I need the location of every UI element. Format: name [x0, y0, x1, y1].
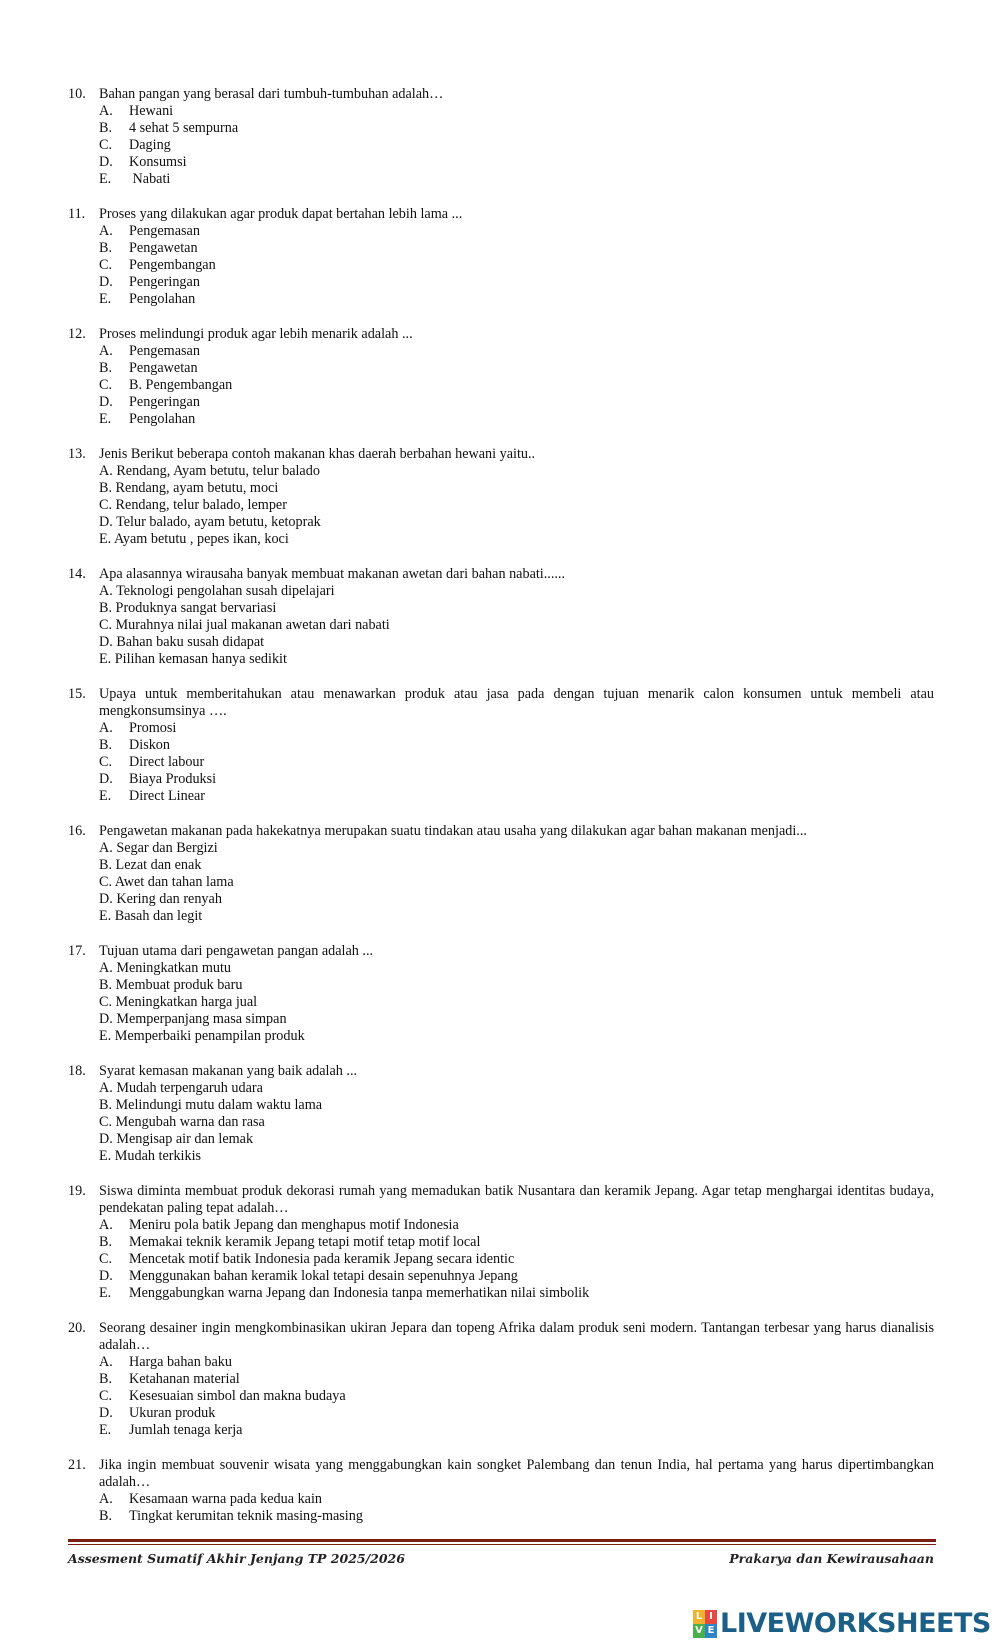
answer-option[interactable]	[99, 1011, 934, 1028]
option-letter: C.	[99, 1388, 113, 1404]
question-item	[68, 823, 934, 925]
question-item	[68, 686, 934, 805]
option-text: E. Mudah terkikis	[99, 1148, 202, 1164]
logo-letter: I	[705, 1610, 717, 1624]
option-letter: B.	[99, 1371, 113, 1387]
option-letter: D.	[99, 394, 113, 410]
answer-option[interactable]	[99, 1097, 934, 1114]
answer-option[interactable]	[99, 737, 934, 754]
answer-option[interactable]	[99, 531, 934, 548]
answer-option[interactable]	[99, 1234, 934, 1251]
question-number: 13.	[68, 446, 86, 462]
option-letter: C.	[99, 257, 113, 273]
footer-subject: Prakarya dan Kewirausahaan	[729, 1551, 934, 1566]
answer-option[interactable]	[99, 771, 934, 788]
option-text: C. Awet dan tahan lama	[99, 874, 234, 890]
option-letter: A.	[99, 343, 113, 359]
question-item	[68, 1320, 934, 1439]
option-text: D. Bahan baku susah didapat	[99, 634, 265, 650]
option-text: A. Mudah terpengaruh udara	[99, 1080, 263, 1096]
option-letter: C.	[99, 1251, 113, 1267]
option-text: Pengolahan	[129, 411, 196, 427]
answer-option[interactable]	[99, 377, 934, 394]
option-text: Promosi	[129, 720, 177, 736]
option-text: Direct Linear	[129, 788, 206, 804]
option-letter: B.	[99, 1234, 113, 1250]
question-item	[68, 206, 934, 308]
answer-option[interactable]	[99, 874, 934, 891]
answer-option[interactable]	[99, 600, 934, 617]
option-text: Nabati	[129, 171, 171, 187]
question-stem: Seorang desainer ingin mengkombinasikan ukiran Jepara dan topeng Afrika dalam produk seni modern. Tantangan terbesar yang harus dianalisis adalah…	[99, 1320, 934, 1353]
answer-option[interactable]	[99, 257, 934, 274]
option-text: C. Meningkatkan harga jual	[99, 994, 258, 1010]
option-text: B. Membuat produk baru	[99, 977, 243, 993]
option-text: C. Mengubah warna dan rasa	[99, 1114, 265, 1130]
option-letter: C.	[99, 137, 113, 153]
option-text: C. Rendang, telur balado, lemper	[99, 497, 287, 513]
option-text: Ukuran produk	[129, 1405, 216, 1421]
option-text: E. Memperbaiki penampilan produk	[99, 1028, 305, 1044]
liveworksheets-logo-icon	[693, 1610, 717, 1638]
question-item	[68, 566, 934, 668]
answer-option[interactable]	[99, 103, 934, 120]
option-text: D. Mengisap air dan lemak	[99, 1131, 254, 1147]
option-letter: A.	[99, 720, 113, 736]
question-item	[68, 86, 934, 188]
question-item	[68, 1457, 934, 1525]
answer-option[interactable]	[99, 1114, 934, 1131]
answer-option[interactable]	[99, 1491, 934, 1508]
question-list	[68, 86, 934, 1543]
option-text: Menggunakan bahan keramik lokal tetapi desain sepenuhnya Jepang	[129, 1268, 518, 1284]
answer-option[interactable]	[99, 171, 934, 188]
answer-option[interactable]	[99, 1251, 934, 1268]
brand-name: LIVEWORKSHEETS	[720, 1608, 991, 1639]
option-letter: B.	[99, 737, 113, 753]
question-number: 11.	[68, 206, 86, 222]
option-letter: D.	[99, 1268, 113, 1284]
option-letter: A.	[99, 103, 113, 119]
option-text: Pengeringan	[129, 274, 200, 290]
answer-option[interactable]	[99, 977, 934, 994]
question-item	[68, 1183, 934, 1302]
option-text: Pengembangan	[129, 257, 216, 273]
option-text: E. Ayam betutu , pepes ikan, koci	[99, 531, 289, 547]
answer-option[interactable]	[99, 634, 934, 651]
option-text: Pengawetan	[129, 240, 198, 256]
option-text: B. Pengembangan	[129, 377, 233, 393]
answer-option[interactable]	[99, 463, 934, 480]
option-text: Pengemasan	[129, 223, 200, 239]
option-letter: D.	[99, 1405, 113, 1421]
option-letter: A.	[99, 223, 113, 239]
option-text: Hewani	[129, 103, 174, 119]
question-stem: Jika ingin membuat souvenir wisata yang menggabungkan kain songket Palembang dan tenun India, hal pertama yang harus dipertimbangkan adalah…	[99, 1457, 934, 1490]
question-number: 18.	[68, 1063, 86, 1079]
logo-letter: E	[705, 1624, 717, 1638]
answer-option[interactable]	[99, 1268, 934, 1285]
question-stem: Apa alasannya wirausaha banyak membuat makanan awetan dari bahan nabati......	[99, 566, 566, 582]
option-letter: B.	[99, 1508, 113, 1524]
answer-option[interactable]	[99, 274, 934, 291]
option-text: Biaya Produksi	[129, 771, 217, 787]
answer-option[interactable]	[99, 291, 934, 308]
option-text: E. Basah dan legit	[99, 908, 203, 924]
question-item	[68, 1063, 934, 1165]
answer-option[interactable]	[99, 1354, 934, 1371]
question-number: 19.	[68, 1183, 86, 1199]
option-text: Memakai teknik keramik Jepang tetapi motif tetap motif local	[129, 1234, 481, 1250]
question-number: 10.	[68, 86, 86, 102]
option-text: Harga bahan baku	[129, 1354, 232, 1370]
option-text: Pengemasan	[129, 343, 200, 359]
answer-option[interactable]	[99, 497, 934, 514]
answer-option[interactable]	[99, 651, 934, 668]
question-number: 14.	[68, 566, 86, 582]
question-stem: Tujuan utama dari pengawetan pangan adalah ...	[99, 943, 374, 959]
answer-option[interactable]	[99, 120, 934, 137]
option-text: Pengawetan	[129, 360, 198, 376]
option-letter: E.	[99, 1422, 112, 1438]
question-item	[68, 446, 934, 548]
answer-option[interactable]	[99, 223, 934, 240]
question-number: 16.	[68, 823, 86, 839]
logo-letter: V	[693, 1624, 705, 1638]
question-stem: Proses yang dilakukan agar produk dapat bertahan lebih lama ...	[99, 206, 463, 222]
answer-option[interactable]	[99, 1388, 934, 1405]
option-text: Daging	[129, 137, 171, 153]
option-text: C. Murahnya nilai jual makanan awetan dari nabati	[99, 617, 390, 633]
option-letter: E.	[99, 788, 112, 804]
option-letter: D.	[99, 771, 113, 787]
footer-rule-thin	[68, 1544, 936, 1545]
option-letter: E.	[99, 171, 112, 187]
option-text: A. Teknologi pengolahan susah dipelajari	[99, 583, 335, 599]
answer-option[interactable]	[99, 840, 934, 857]
question-item	[68, 326, 934, 428]
option-text: D. Kering dan renyah	[99, 891, 222, 907]
option-text: Diskon	[129, 737, 170, 753]
option-text: Pengolahan	[129, 291, 196, 307]
answer-option[interactable]	[99, 908, 934, 925]
option-letter: A.	[99, 1217, 113, 1233]
question-number: 20.	[68, 1320, 86, 1336]
option-text: B. Produknya sangat bervariasi	[99, 600, 277, 616]
option-text: Mencetak motif batik Indonesia pada keramik Jepang secara identic	[129, 1251, 515, 1267]
question-stem: Pengawetan makanan pada hakekatnya merupakan suatu tindakan atau usaha yang dilakukan agar bahan makanan menjadi...	[99, 823, 807, 839]
question-number: 15.	[68, 686, 86, 702]
answer-option[interactable]	[99, 754, 934, 771]
option-text: Tingkat kerumitan teknik masing-masing	[129, 1508, 363, 1524]
question-stem: Bahan pangan yang berasal dari tumbuh-tumbuhan adalah…	[99, 86, 444, 102]
answer-option[interactable]	[99, 394, 934, 411]
option-text: A. Rendang, Ayam betutu, telur balado	[99, 463, 320, 479]
answer-option[interactable]	[99, 240, 934, 257]
answer-option[interactable]	[99, 1508, 934, 1525]
answer-option[interactable]	[99, 154, 934, 171]
option-letter: D.	[99, 154, 113, 170]
option-text: Meniru pola batik Jepang dan menghapus motif Indonesia	[129, 1217, 459, 1233]
option-letter: B.	[99, 360, 113, 376]
question-stem: Proses melindungi produk agar lebih menarik adalah ...	[99, 326, 413, 342]
option-text: Kesesuaian simbol dan makna budaya	[129, 1388, 346, 1404]
answer-option[interactable]	[99, 617, 934, 634]
question-item	[68, 943, 934, 1045]
footer-rule	[68, 1539, 936, 1542]
option-letter: C.	[99, 754, 113, 770]
option-text: Ketahanan material	[129, 1371, 240, 1387]
option-text: B. Melindungi mutu dalam waktu lama	[99, 1097, 323, 1113]
option-text: Pengeringan	[129, 394, 200, 410]
option-text: Direct labour	[129, 754, 205, 770]
answer-option[interactable]	[99, 1148, 934, 1165]
option-letter: A.	[99, 1491, 113, 1507]
option-letter: D.	[99, 274, 113, 290]
answer-option[interactable]	[99, 891, 934, 908]
answer-option[interactable]	[99, 788, 934, 805]
answer-option[interactable]	[99, 1371, 934, 1388]
option-letter: A.	[99, 1354, 113, 1370]
answer-option[interactable]	[99, 1028, 934, 1045]
option-text: E. Pilihan kemasan hanya sedikit	[99, 651, 287, 667]
answer-option[interactable]	[99, 411, 934, 428]
option-letter: E.	[99, 411, 112, 427]
question-number: 17.	[68, 943, 86, 959]
option-text: Menggabungkan warna Jepang dan Indonesia tanpa memerhatikan nilai simbolik	[129, 1285, 590, 1301]
answer-option[interactable]	[99, 137, 934, 154]
footer-exam-title: Assesment Sumatif Akhir Jenjang TP 2025/2026	[68, 1551, 405, 1566]
option-text: D. Telur balado, ayam betutu, ketoprak	[99, 514, 321, 530]
option-text: B. Lezat dan enak	[99, 857, 202, 873]
option-letter: C.	[99, 377, 113, 393]
answer-option[interactable]	[99, 720, 934, 737]
answer-option[interactable]	[99, 1080, 934, 1097]
answer-option[interactable]	[99, 1405, 934, 1422]
option-letter: B.	[99, 120, 113, 136]
question-number: 12.	[68, 326, 86, 342]
answer-option[interactable]	[99, 857, 934, 874]
option-text: B. Rendang, ayam betutu, moci	[99, 480, 279, 496]
question-stem: Syarat kemasan makanan yang baik adalah ...	[99, 1063, 358, 1079]
answer-option[interactable]	[99, 1131, 934, 1148]
option-letter: E.	[99, 291, 112, 307]
liveworksheets-brand[interactable]	[693, 1608, 991, 1639]
answer-option[interactable]	[99, 1422, 934, 1439]
answer-option[interactable]	[99, 360, 934, 377]
option-text: A. Meningkatkan mutu	[99, 960, 232, 976]
answer-option[interactable]	[99, 994, 934, 1011]
option-text: D. Memperpanjang masa simpan	[99, 1011, 287, 1027]
option-text: Jumlah tenaga kerja	[129, 1422, 243, 1438]
option-text: A. Segar dan Bergizi	[99, 840, 218, 856]
option-text: Kesamaan warna pada kedua kain	[129, 1491, 323, 1507]
answer-option[interactable]	[99, 583, 934, 600]
answer-option[interactable]	[99, 480, 934, 497]
answer-option[interactable]	[99, 514, 934, 531]
option-text: Konsumsi	[129, 154, 187, 170]
question-stem: Jenis Berikut beberapa contoh makanan khas daerah berbahan hewani yaitu..	[99, 446, 536, 462]
answer-option[interactable]	[99, 1285, 934, 1302]
option-letter: E.	[99, 1285, 112, 1301]
logo-letter: L	[693, 1610, 705, 1624]
option-text: 4 sehat 5 sempurna	[129, 120, 239, 136]
answer-option[interactable]	[99, 343, 934, 360]
question-number: 21.	[68, 1457, 86, 1473]
question-stem: Upaya untuk memberitahukan atau menawarkan produk atau jasa pada dengan tujuan menarik calon konsumen untuk membeli atau mengkonsumsinya ….	[99, 686, 934, 719]
option-letter: B.	[99, 240, 113, 256]
answer-option[interactable]	[99, 960, 934, 977]
question-stem: Siswa diminta membuat produk dekorasi rumah yang memadukan batik Nusantara dan keramik Jepang. Agar tetap menghargai identitas budaya, pendekatan paling tepat adalah…	[99, 1183, 934, 1216]
answer-option[interactable]	[99, 1217, 934, 1234]
